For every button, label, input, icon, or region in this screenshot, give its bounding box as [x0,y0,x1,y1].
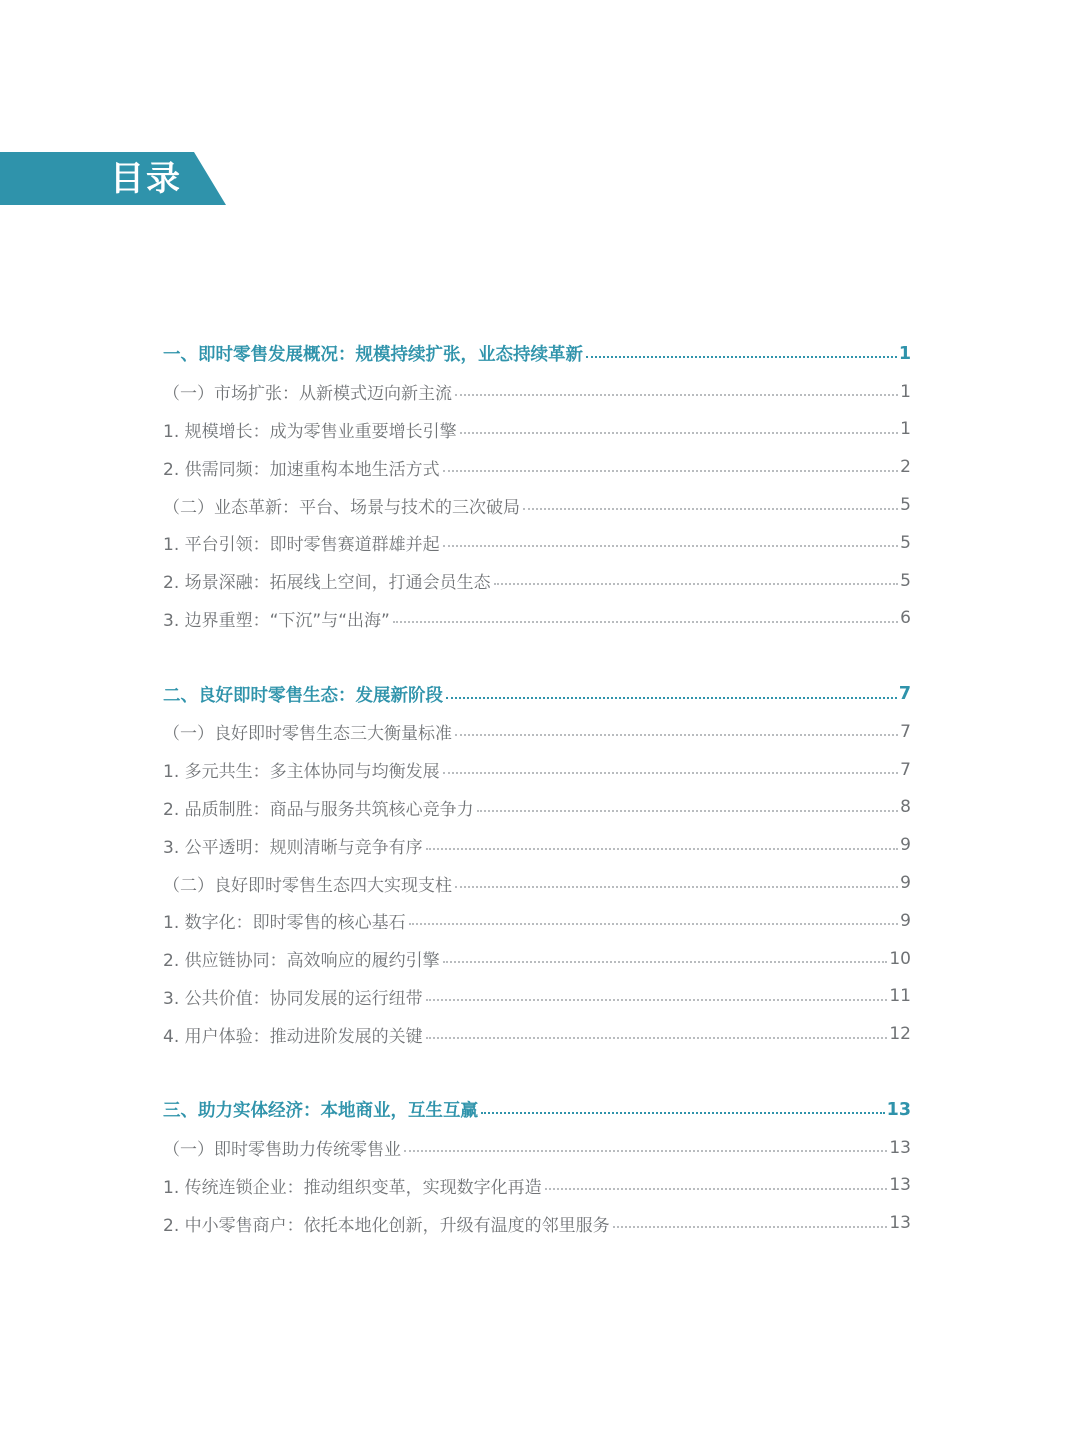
toc-entry-label: 1. 传统连锁企业：推动组织变革，实现数字化再造 [163,1177,542,1198]
dot-leader [393,621,898,623]
dot-leader [455,394,898,396]
toc-page-number: 7 [900,759,911,780]
toc-page-number: 5 [900,570,911,591]
dot-leader [613,1226,888,1228]
toc-page-number: 10 [889,948,911,969]
toc-page-number: 6 [900,608,911,629]
toc-subsection-entry[interactable] [163,1204,911,1242]
toc-entry-label: 1. 数字化：即时零售的核心基石 [163,913,406,934]
toc-subsection-entry[interactable] [163,1167,911,1205]
toc-entry-label: （二）业态革新：平台、场景与技术的三次破局 [163,497,520,518]
toc-page-number: 1 [900,381,911,402]
dot-leader [443,772,899,774]
toc-page-number: 1 [898,343,911,364]
table-of-contents [163,335,911,1242]
toc-page-number: 2 [900,457,911,478]
toc-subsection-entry[interactable] [163,411,911,449]
section-spacer [163,637,911,675]
toc-page-number: 9 [900,835,911,856]
dot-leader [586,356,897,358]
toc-entry-label: 3. 边界重塑：“下沉”与“出海” [163,610,390,631]
dot-leader [426,999,888,1001]
toc-entry-label: 2. 场景深融：拓展线上空间，打通会员生态 [163,573,491,594]
toc-subsection-entry[interactable] [163,940,911,978]
toc-section-entry[interactable] [163,486,911,524]
toc-subsection-entry[interactable] [163,902,911,940]
dot-leader [494,583,899,585]
toc-page-number: 9 [900,910,911,931]
dot-leader [455,734,898,736]
toc-section-entry[interactable] [163,864,911,902]
page-title: 目录 [110,159,182,199]
toc-entry-label: （一）良好即时零售生态三大衡量标准 [163,724,452,745]
dot-leader [443,545,899,547]
dot-leader [426,848,899,850]
toc-subsection-entry[interactable] [163,826,911,864]
toc-subsection-entry[interactable] [163,978,911,1016]
toc-entry-label: 三、助力实体经济：本地商业，互生互赢 [163,1101,478,1122]
toc-page-number: 11 [889,986,911,1007]
toc-subsection-entry[interactable] [163,789,911,827]
toc-entry-label: 1. 多元共生：多主体协同与均衡发展 [163,762,440,783]
toc-entry-label: （二）良好即时零售生态四大实现支柱 [163,875,452,896]
toc-entry-label: 2. 供应链协同：高效响应的履约引擎 [163,951,440,972]
toc-entry-label: 1. 平台引领：即时零售赛道群雄并起 [163,535,440,556]
dot-leader [443,470,899,472]
toc-page-number: 9 [900,873,911,894]
section-spacer [163,1053,911,1091]
dot-leader [455,886,898,888]
dot-leader [460,432,899,434]
toc-page-number: 5 [900,495,911,516]
dot-leader [481,1112,885,1114]
toc-entry-label: 4. 用户体验：推动进阶发展的关键 [163,1026,423,1047]
toc-page-number: 13 [889,1175,911,1196]
toc-chapter-entry[interactable] [163,675,911,713]
toc-section-entry[interactable] [163,1129,911,1167]
dot-leader [409,923,899,925]
toc-page-number: 1 [900,419,911,440]
toc-page-number: 5 [900,532,911,553]
toc-page-number: 8 [900,797,911,818]
dot-leader [477,810,899,812]
toc-subsection-entry[interactable] [163,600,911,638]
toc-entry-label: 二、良好即时零售生态：发展新阶段 [163,685,443,706]
toc-subsection-entry[interactable] [163,448,911,486]
toc-entry-label: （一）即时零售助力传统零售业 [163,1140,401,1161]
toc-entry-label: 一、即时零售发展概况：规模持续扩张，业态持续革新 [163,345,583,366]
dot-leader [446,697,897,699]
toc-page-number: 7 [898,684,911,705]
toc-entry-label: 3. 公平透明：规则清晰与竞争有序 [163,837,423,858]
toc-page-number: 13 [889,1137,911,1158]
toc-section-entry[interactable] [163,373,911,411]
toc-page-number: 13 [889,1213,911,1234]
dot-leader [404,1150,887,1152]
dot-leader [426,1037,888,1039]
toc-entry-label: 3. 公共价值：协同发展的运行纽带 [163,988,423,1009]
toc-page-number: 12 [889,1024,911,1045]
toc-subsection-entry[interactable] [163,751,911,789]
toc-chapter-entry[interactable] [163,335,911,373]
toc-entry-label: 2. 供需同频：加速重构本地生活方式 [163,459,440,480]
toc-page-number: 7 [900,721,911,742]
dot-leader [523,508,898,510]
toc-page-number: 13 [886,1099,911,1120]
toc-entry-label: 2. 品质制胜：商品与服务共筑核心竞争力 [163,799,474,820]
toc-entry-label: 1. 规模增长：成为零售业重要增长引擎 [163,421,457,442]
toc-chapter-entry[interactable] [163,1091,911,1129]
toc-subsection-entry[interactable] [163,562,911,600]
toc-entry-label: （一）市场扩张：从新模式迈向新主流 [163,384,452,405]
dot-leader [443,961,888,963]
dot-leader [545,1188,888,1190]
toc-subsection-entry[interactable] [163,1015,911,1053]
toc-subsection-entry[interactable] [163,524,911,562]
toc-section-entry[interactable] [163,713,911,751]
toc-entry-label: 2. 中小零售商户：依托本地化创新，升级有温度的邻里服务 [163,1215,610,1236]
